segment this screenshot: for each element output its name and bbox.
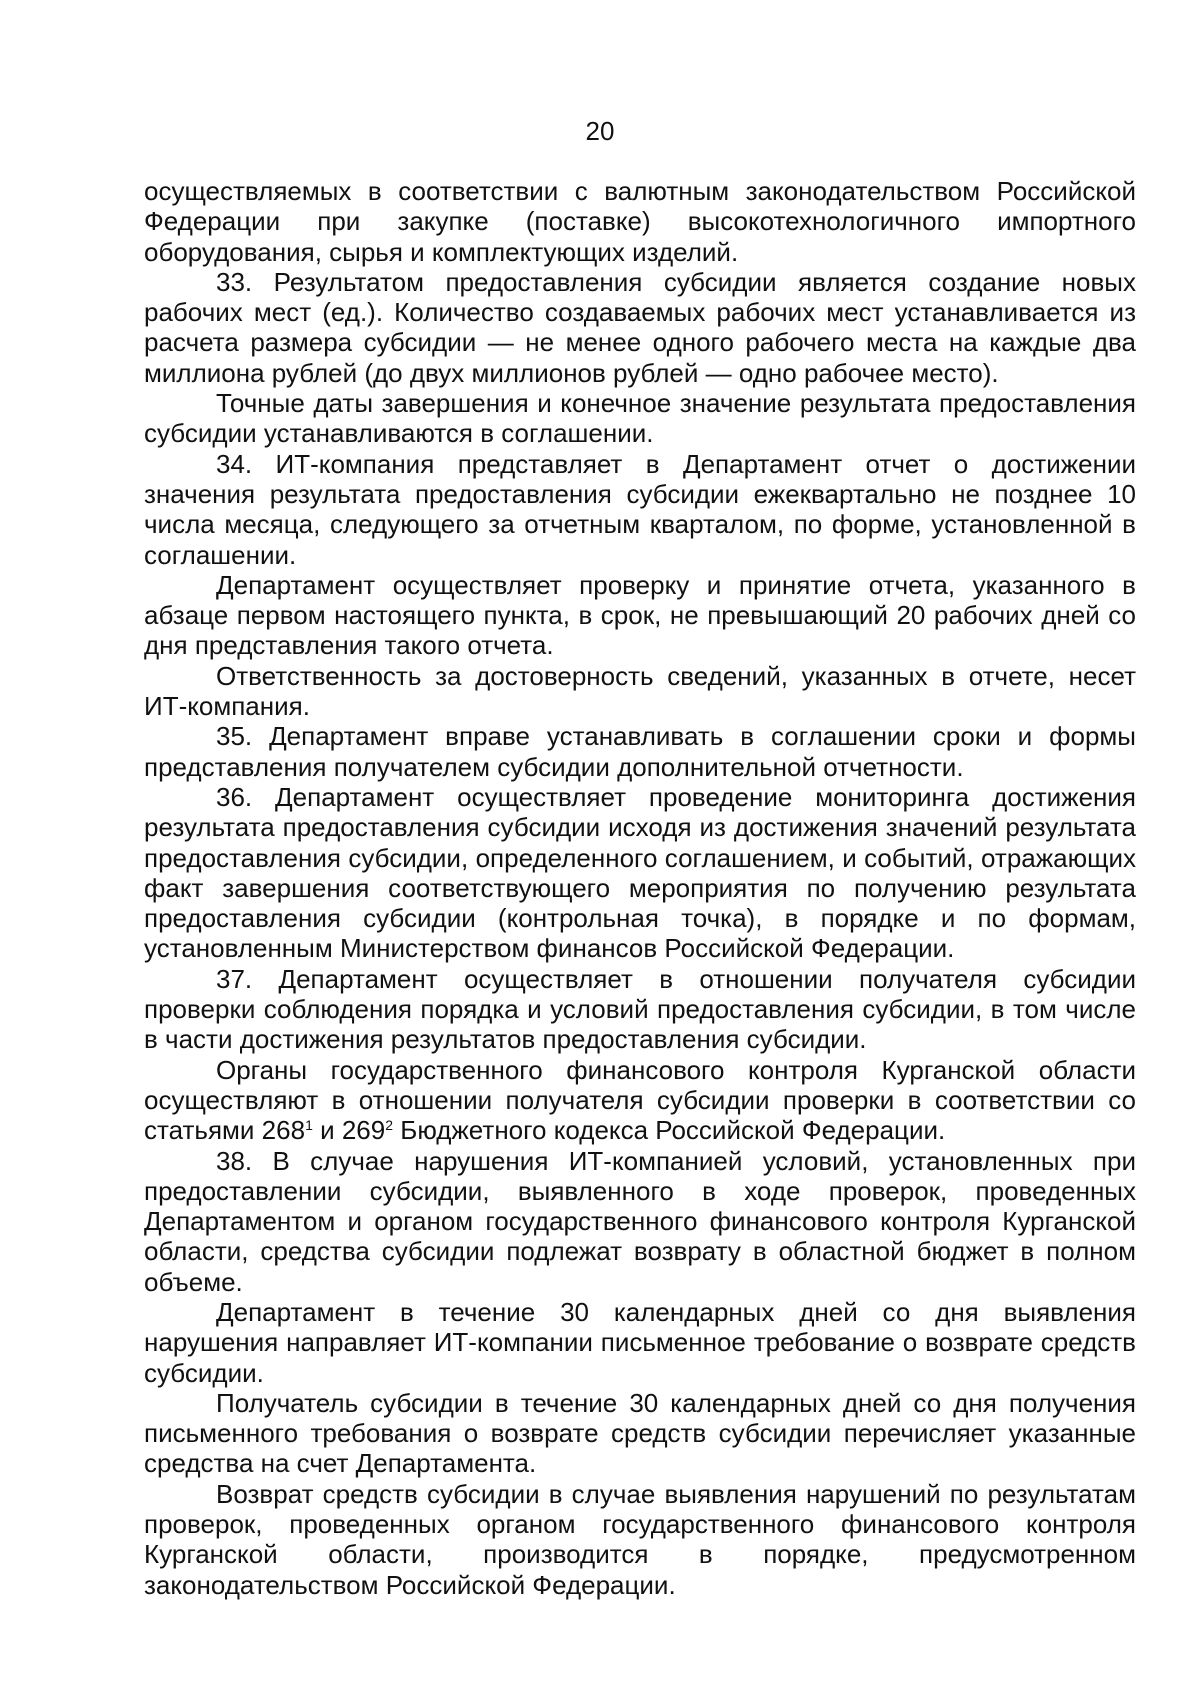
paragraph-34-review: Департамент осуществляет проверку и принятие отчета, указанного в абзаце первом настоящего пункта, в срок, не превышающий 20 рабочих дней со дня представления такого отчета.: [144, 569, 1136, 661]
paragraph-36: 36. Департамент осуществляет проведение мониторинга достижения результата предоставления субсидии исходя из достижения значений результата предоставления субсидии, определенного соглашением, и событий, отражающих факт завершения соответствующего мероприятия по получению результата предоставления субсидии (контрольная точка), в порядке и по формам, установленным Министерством финансов Российской Федерации.: [144, 781, 1136, 964]
paragraph-continuation: осуществляемых в соответствии с валютным законодательством Российской Федерации при закупке (поставке) высокотехнологичного импортного оборудования, сырья и комплектующих изделий.: [144, 176, 1136, 267]
paragraph-33: 33. Результатом предоставления субсидии является создание новых рабочих мест (ед.). Количество создаваемых рабочих мест устанавливается из расчета размера субсидии — не менее одного рабочего места на каждые два миллиона рублей (до двух миллионов рублей — одно рабочее место).: [144, 266, 1136, 388]
paragraph-37: 37. Департамент осуществляет в отношении получателя субсидии проверки соблюдения порядка и условий предоставления субсидии, в том числе в части достижения результатов предоставления субсидии.: [144, 963, 1136, 1055]
paragraph-34: 34. ИТ-компания представляет в Департамент отчет о достижении значения результата предоставления субсидии ежеквартально не позднее 10 числа месяца, следующего за отчетным кварталом, по форме, установленной в соглашении.: [144, 448, 1136, 570]
paragraph-38-return: Возврат средств субсидии в случае выявления нарушений по результатам проверок, проведенных органом государственного финансового контроля Курганской области, производится в порядке, предусмотренном законодательством Российской Федерации.: [144, 1478, 1136, 1600]
paragraph-text-part: Бюджетного кодекса Российской Федерации.: [393, 1115, 946, 1146]
paragraph-text-part: и: [312, 1115, 342, 1146]
paragraph-37-control-bodies: [144, 1055, 1136, 1146]
paragraph-34-responsibility: Ответственность за достоверность сведений, указанных в отчете, несет ИТ-компания.: [144, 660, 1136, 722]
article-superscript: 2: [385, 1117, 394, 1134]
paragraph-text-part: Органы государственного финансового контроля Курганской области осуществляют в отношении получателя субсидии проверки в соответствии со статьями: [144, 1054, 1136, 1146]
article-superscript: 1: [305, 1117, 313, 1134]
paragraph-38: 38. В случае нарушения ИТ-компанией условий, установленных при предоставлении субсидии, выявленного в ходе проверок, проведенных Департаментом и органом государственного финансового контроля Курганской области, средства субсидии подлежат возврату в областной бюджет в полном объеме.: [144, 1145, 1136, 1297]
document-body: [144, 176, 1136, 1600]
paragraph-33-dates: Точные даты завершения и конечное значение результата предоставления субсидии устанавливаются в соглашении.: [144, 388, 1136, 449]
article-number: 268: [261, 1115, 306, 1146]
paragraph-38-requirement: Департамент в течение 30 календарных дней со дня выявления нарушения направляет ИТ-компании письменное требование о возврате средств субсидии.: [144, 1296, 1136, 1388]
page-number: 20: [585, 116, 615, 146]
article-number: 269: [341, 1115, 386, 1146]
paragraph-38-transfer: Получатель субсидии в течение 30 календарных дней со дня получения письменного требования о возврате средств субсидии перечисляет указанные средства на счет Департамента.: [144, 1387, 1136, 1479]
paragraph-35: 35. Департамент вправе устанавливать в соглашении сроки и формы представления получателем субсидии дополнительной отчетности.: [144, 721, 1136, 782]
